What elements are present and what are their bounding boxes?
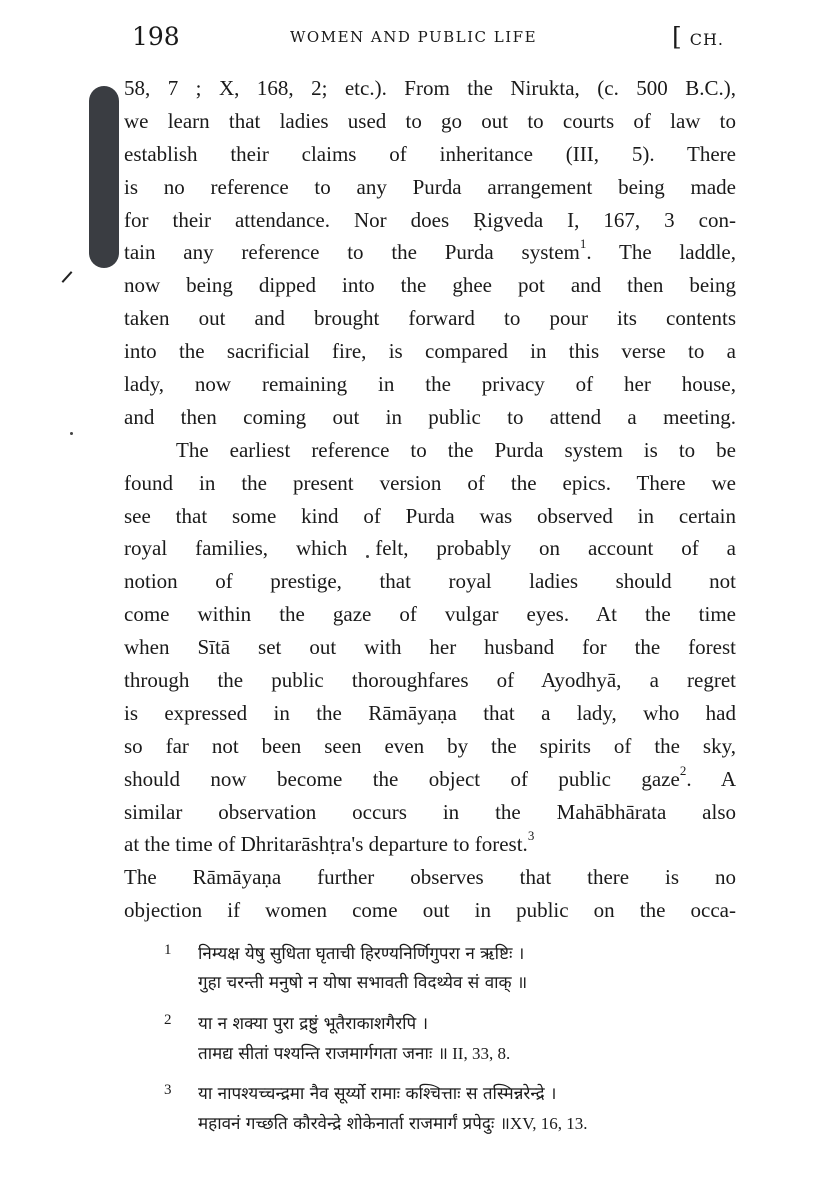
text-line: is expressed in the Rāmāyaṇa that a lady, who had <box>124 700 736 725</box>
pen-tick-mark <box>62 271 73 283</box>
text-line <box>124 236 736 269</box>
body-text <box>124 72 736 927</box>
speck-dot <box>70 432 73 435</box>
text-line-part: should now become the object of public gaze <box>124 766 680 791</box>
running-title: WOMEN AND PUBLIC LIFE <box>290 28 538 46</box>
text-line: establish their claims of inheritance (III, 5). There <box>124 141 736 166</box>
chapter-mark <box>672 22 724 51</box>
footnote-verse-line: या न शक्या पुरा द्रष्टुं भूतैराकाशगैरपि । <box>198 1014 429 1034</box>
page-header <box>0 22 817 52</box>
footnote-mark: 2 <box>679 762 687 778</box>
text-line: come within the gaze of vulgar eyes. At the time <box>124 602 736 627</box>
chapter-abbr: CH. <box>689 30 724 49</box>
footnote-verse-line: निम्यक्ष येषु सुधिता घृताची हिरण्यनिर्णिगुपरा न ऋष्टिः । <box>198 944 525 964</box>
footnote-verse-text: तामद्य सीतां पश्यन्ति राजमार्गगता जनाः ॥ <box>198 1044 448 1064</box>
text-line: we learn that ladies used to go out to courts of law to <box>124 108 736 133</box>
text-line <box>124 828 736 861</box>
footnote-verse-line <box>198 1109 728 1138</box>
text-line-part: . A <box>686 766 736 791</box>
text-line: see that some kind of Purda was observed in certain <box>124 503 736 528</box>
footnotes <box>164 940 728 1150</box>
text-line: is no reference to any Purda arrangement being made <box>124 174 736 199</box>
footnote-number: 2 <box>164 1012 172 1028</box>
footnote-verse-text: महावनं गच्छति कौरवेन्द्रे शोकेनार्ता राजमार्गं प्रपेदुः ॥ <box>198 1114 510 1134</box>
text-line: lady, now remaining in the privacy of her house, <box>124 372 736 397</box>
highlight-marker-bar <box>89 86 119 268</box>
text-line: through the public thoroughfares of Ayodhyā, a regret <box>124 668 736 693</box>
footnote-mark: 1 <box>579 236 587 252</box>
text-line: and then coming out in public to attend a meeting. <box>124 404 736 429</box>
footnote-verse-line <box>198 1039 728 1068</box>
footnote-1 <box>164 940 728 998</box>
text-line: 58, 7 ; X, 168, 2; etc.). From the Nirukta, (c. 500 B.C.), <box>124 76 736 100</box>
text-line: now being dipped into the ghee pot and then being <box>124 273 736 298</box>
footnote-number: 1 <box>164 942 172 958</box>
text-line: royal families, which felt, probably on account of a <box>124 536 736 561</box>
page-number: 198 <box>132 22 180 51</box>
footnote-verse-line: या नापश्यच्चन्द्रमा नैव सूर्य्यो रामाः कश्चित्ताः स तस्मिन्नरेन्द्रे । <box>198 1084 557 1104</box>
footnote-reference: II, 33, 8. <box>447 1044 511 1063</box>
text-line: The Rāmāyaṇa further observes that there is no <box>124 865 736 890</box>
footnote-reference: XV, 16, 13. <box>509 1114 588 1133</box>
text-line: similar observation occurs in the Mahābhārata also <box>124 799 736 824</box>
text-line <box>124 763 736 796</box>
text-line: The earliest reference to the Purda system is to be <box>176 437 736 462</box>
text-line: notion of prestige, that royal ladies should not <box>124 569 736 594</box>
text-line: objection if women come out in public on the occa- <box>124 898 736 923</box>
text-line: into the sacrificial fire, is compared in this verse to a <box>124 339 736 364</box>
text-line: so far not been seen even by the spirits of the sky, <box>124 733 736 758</box>
text-line-part: tain any reference to the Purda system <box>124 240 580 265</box>
text-line: for their attendance. Nor does Ṛigveda I, 167, 3 con- <box>124 207 736 232</box>
footnote-mark: 3 <box>527 828 535 844</box>
text-line: taken out and brought forward to pour its contents <box>124 306 736 331</box>
text-line-part: . The laddle, <box>586 240 736 265</box>
footnote-verse-line: गुहा चरन्ती मनुषो न योषा सभावती विदथ्येव सं वाक् ॥ <box>198 973 528 993</box>
text-line: when Sītā set out with her husband for the forest <box>124 635 736 660</box>
text-line-part: at the time of Dhritarāshṭra's departure to forest. <box>124 832 528 857</box>
footnote-number: 3 <box>164 1082 172 1098</box>
text-line: found in the present version of the epics. There we <box>124 470 736 495</box>
chapter-bracket: [ <box>672 22 682 51</box>
footnote-2 <box>164 1010 728 1068</box>
footnote-3 <box>164 1080 728 1138</box>
